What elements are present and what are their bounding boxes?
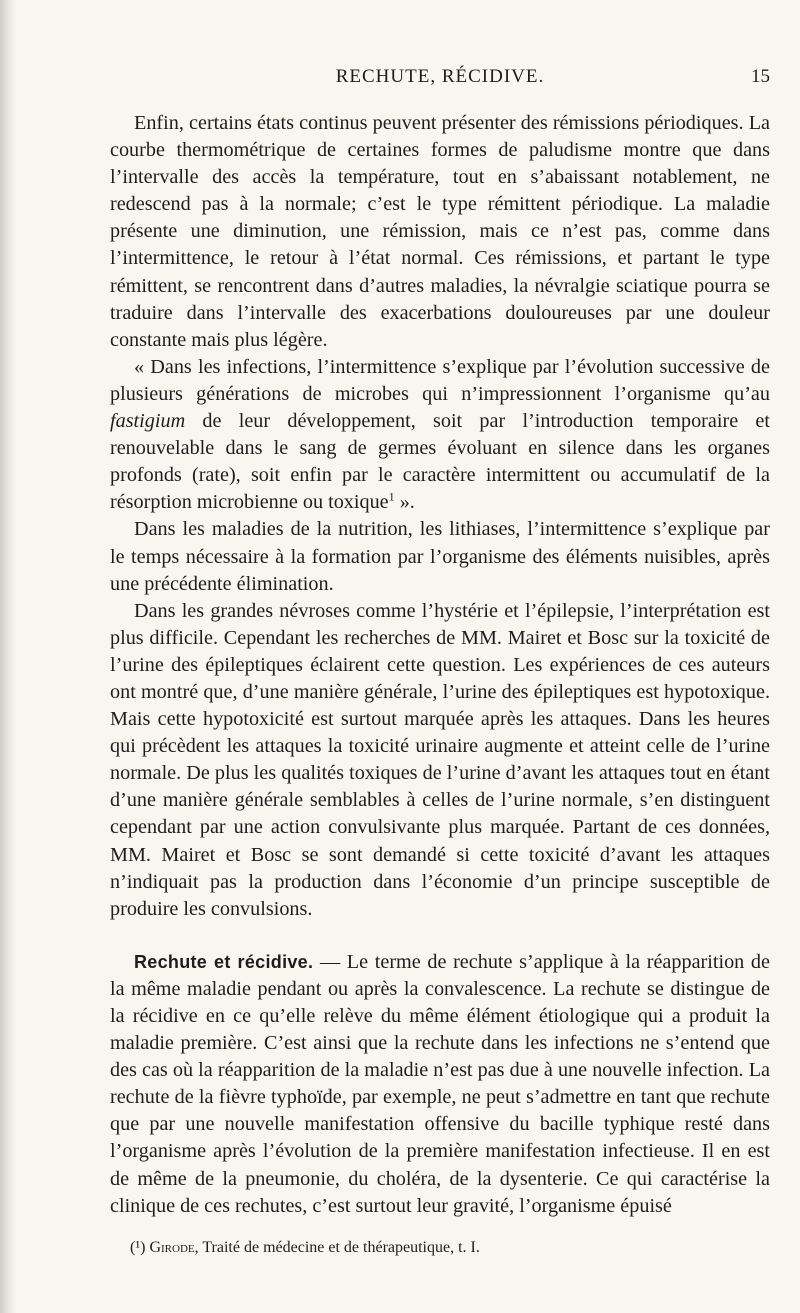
paragraph-rechute-text: — Le terme de rechute s’applique à la réapparition de la même maladie pendant ou après la convalescence. La rechute se distingue de la récidive en ce qu’elle relève du même élément étiologique qui a produit la maladie première. C’est ainsi que la rechute dans les infections ne s’entend que des cas où la réapparition de la maladie n’est pas due à une nouvelle infection. La rechute de la fièvre typhoïde, par exemple, ne peut s’admettre en tant que rechute que par une nouvelle manifestation offensive du bacille typhique resté dans l’organisme après l’évolution de la première manifestation infectieuse. Il en est de même de la pneumonie, du choléra, de la dysenterie. Ce qui caractérise la clinique de ces rechutes, c’est surtout leur gravité, l’organisme épuisé bbox=[110, 950, 770, 1217]
section-heading: Rechute et récidive. bbox=[134, 951, 314, 972]
footnote-text: , Traité de médecine et de thérapeutique, t. I. bbox=[194, 1239, 480, 1256]
footnote-mark: (¹) bbox=[130, 1239, 146, 1256]
binding-gutter bbox=[0, 0, 16, 1313]
paragraph-infections-close: ». bbox=[394, 491, 415, 514]
paragraph-infections-end: de leur développement, soit par l’introduction temporaire et renouvelable dans le sang de germes évoluant en silence dans les organes profonds (rate), soit enfin par le caractère intermittent ou accumulatif de la résorption microbienne ou toxique bbox=[110, 410, 770, 514]
body-text bbox=[110, 110, 770, 1220]
paragraph-infections bbox=[110, 354, 770, 517]
running-title: RECHUTE, RÉCIDIVE. bbox=[335, 66, 545, 87]
fastigium-term: fastigium bbox=[110, 410, 186, 433]
page-number: 15 bbox=[751, 66, 770, 87]
footnote-author: Girode bbox=[149, 1239, 195, 1256]
paragraph-remissions: Enfin, certains états continus peuvent présenter des rémissions périodiques. La courbe thermométrique de certaines formes de paludisme montre que dans l’intervalle des accès la température, tout en s’abaissant notablement, ne redescend pas à la normale; c’est le type rémittent périodique. La maladie présente une diminution, une rémission, mais ce n’est pas, comme dans l’intermittence, le retour à l’état normal. Ces rémissions, et partant le type rémittent, se rencontrent dans d’autres maladies, la névralgie sciatique pourra se traduire dans l’intervalle des exacerbations douloureuses par une douleur constante mais plus légère. bbox=[110, 112, 770, 351]
footnote-reference: 1 bbox=[388, 489, 395, 504]
footnote bbox=[130, 1238, 770, 1258]
paragraph-nutrition: Dans les maladies de la nutrition, les lithiases, l’intermittence s’explique par le temps nécessaire à la formation par l’organisme des éléments nuisibles, après une précédente élimination. bbox=[110, 518, 770, 595]
paragraph-infections-start: « Dans les infections, l’intermittence s’explique par l’évolution successive de plusieurs générations de microbes qui n’impressionnent l’organisme qu’au bbox=[110, 355, 770, 405]
paragraph-rechute bbox=[110, 949, 770, 1220]
running-head bbox=[110, 66, 770, 92]
paragraph-nevroses: Dans les grandes névroses comme l’hystérie et l’épilepsie, l’interprétation est plus difficile. Cependant les recherches de MM. Mairet et Bosc sur la toxicité de l’urine des épileptiques éclairent cette question. Les expériences de ces auteurs ont montré que, d’une manière générale, l’urine des épileptiques est hypotoxique. Mais cette hypotoxicité est surtout marquée après les attaques. Dans les heures qui précèdent les attaques la toxicité urinaire augmente et atteint celle de l’urine normale. De plus les qualités toxiques de l’urine d’avant les attaques tout en étant d’une manière générale semblables à celles de l’urine normale, s’en distinguent cependant par une action convulsivante plus marquée. Partant de ces données, MM. Mairet et Bosc se sont demandé si cette toxicité d’avant les attaques n’indiquait pas la production dans l’économie d’un principe susceptible de produire les convulsions. bbox=[110, 599, 770, 920]
